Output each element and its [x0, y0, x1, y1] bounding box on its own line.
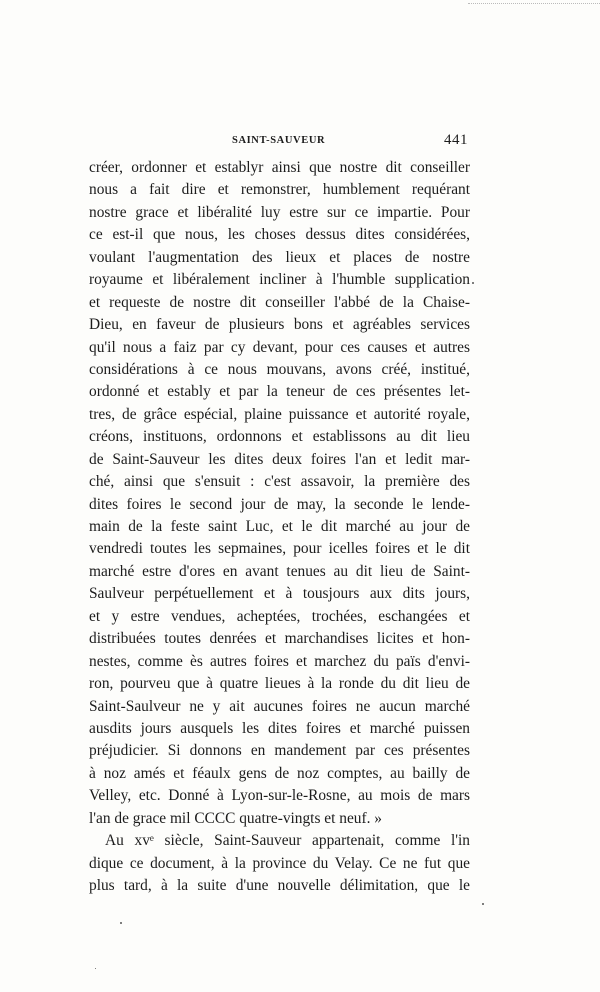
text-line: préjudicier. Si donnons en mandement par ces présentes	[89, 742, 470, 760]
text-line: qu'il nous a faiz par cy devant, pour ces causes et autres	[89, 338, 470, 356]
running-title: SAINT-SAUVEUR	[232, 135, 326, 146]
text-line: de Saint-Sauveur les dites deux foires l'an et ledit mar-	[89, 450, 470, 468]
text-line: Dieu, en faveur de plusieurs bons et agréables services	[89, 316, 470, 334]
print-speck	[482, 903, 484, 905]
text-line-paragraph-start: Au xvᵉ siècle, Saint-Sauveur appartenait, comme l'in	[105, 832, 470, 850]
page-number: 441	[444, 132, 468, 148]
text-line: ron, pourveu que à quatre lieues à la ronde du dit lieu de	[89, 675, 470, 693]
text-line: et requeste de nostre dit conseiller l'abbé de la Chaise-	[89, 293, 470, 311]
text-line: main de la feste saint Luc, et le dit marché au jour de	[89, 518, 470, 535]
text-line: vendredi toutes les sepmaines, pour icelles foires et le dit	[89, 540, 470, 558]
text-line: dique ce document, à la province du Velay. Ce ne fut que	[89, 854, 470, 872]
print-speck	[95, 968, 96, 969]
text-line: royaume et libéralement incliner à l'humble supplication	[89, 271, 470, 289]
print-speck	[120, 922, 122, 924]
text-line: nostre grace et libéralité luy estre sur ce impartie. Pour	[89, 203, 470, 221]
text-line: distribuées toutes denrées et marchandises licites et hon-	[89, 630, 470, 648]
text-line: créons, instituons, ordonnons et establissons au dit lieu	[89, 428, 470, 446]
text-line: et y estre vendues, acheptées, trochées, eschangées et	[89, 607, 470, 625]
text-line: marché estre d'ores en avant tenues au dit lieu de Saint-	[89, 562, 470, 580]
print-speck	[472, 282, 474, 284]
text-line: Saint-Saulveur ne y ait aucunes foires ne aucun marché	[89, 697, 470, 715]
text-line: considérations à ce nous mouvans, avons créé, institué,	[89, 360, 470, 378]
text-line: Velley, etc. Donné à Lyon-sur-le-Rosne, au mois de mars	[89, 787, 470, 805]
text-line: nous a fait dire et remonstrer, humblement requérant	[89, 181, 470, 199]
text-line: à noz amés et féaulx gens de noz comptes, au bailly de	[89, 764, 470, 782]
text-line: ché, ainsi que s'ensuit : c'est assavoir, la première des	[89, 473, 470, 491]
running-head	[90, 132, 470, 152]
text-line: plus tard, à la suite d'une nouvelle délimitation, que le	[89, 877, 470, 894]
body-text	[89, 157, 470, 897]
text-line: ce est-il que nous, les choses dessus dites considérées,	[89, 226, 470, 244]
top-edge-mark	[468, 3, 600, 5]
text-line: Saulveur perpétuellement et à tousjours aux dits jours,	[89, 585, 470, 603]
text-line: ausdits jours ausquels les dites foires et marché puissen	[89, 719, 470, 737]
text-line: voulant l'augmentation des lieux et places de nostre	[89, 248, 470, 266]
text-line-paragraph-end: l'an de grace mil CCCC quatre-vingts et neuf. »	[89, 809, 382, 827]
text-line: nestes, comme ès autres foires et marchez du païs d'envi-	[89, 652, 470, 670]
text-line: créer, ordonner et establyr ainsi que nostre dit conseiller	[89, 159, 470, 176]
text-line: tres, de grâce espécial, plaine puissance et autorité royale,	[89, 405, 470, 423]
text-line: dites foires le second jour de may, la seconde le lende-	[89, 495, 470, 513]
text-line: ordonné et estably et par la teneur de ces présentes let-	[89, 383, 470, 401]
